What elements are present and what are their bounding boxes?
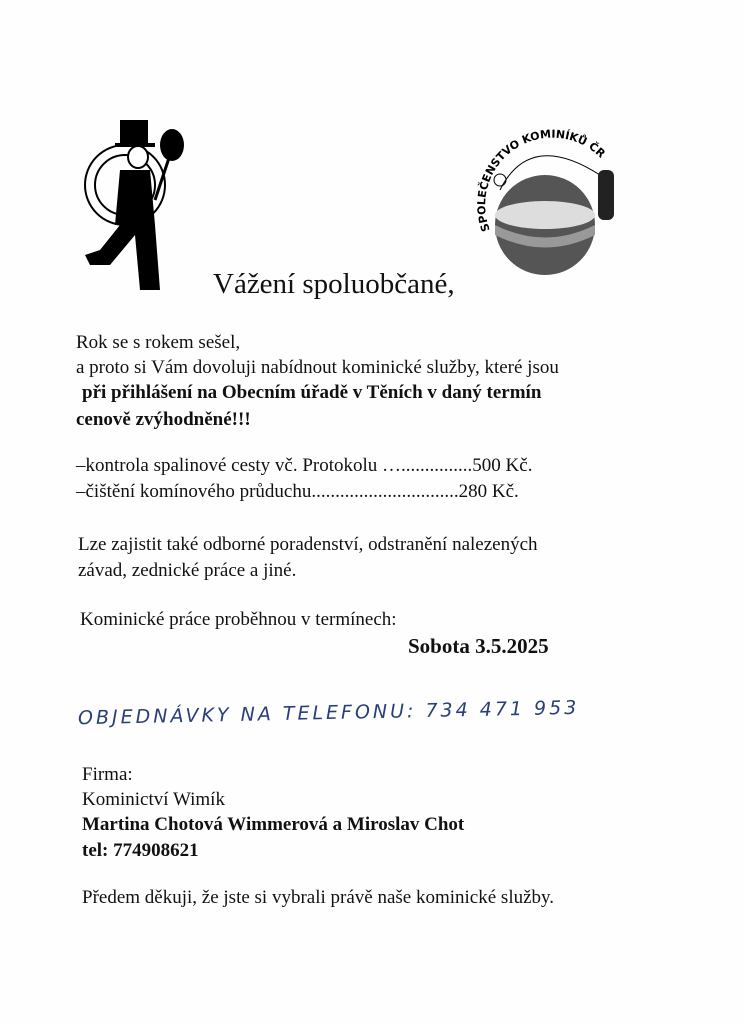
- chimney-sweeps-society-logo: [470, 110, 630, 280]
- extra-line: závad, zednické práce a jiné.: [78, 560, 297, 581]
- intro-line: a proto si Vám dovoluji nabídnout kominické služby, které jsou: [76, 357, 559, 378]
- offer-line: při přihlášení na Obecním úřadě v Těních v daný termín: [82, 382, 542, 403]
- firm-label: Firma:: [82, 764, 133, 785]
- intro-line: Rok se s rokem sešel,: [76, 332, 241, 353]
- svg-text:SPOLEČENSTVO KOMINÍKŮ ČR: SPOLEČENSTVO KOMINÍKŮ ČR: [475, 127, 608, 234]
- handwritten-note: OBJEDNÁVKY NA TELEFONU: 734 471 953: [77, 696, 580, 730]
- closing: Předem děkuji, že jste si vybrali právě naše kominické služby.: [82, 887, 555, 908]
- firm-phone: tel: 774908621: [82, 840, 199, 861]
- greeting: Vážení spoluobčané,: [213, 268, 455, 300]
- firm-people: Martina Chotová Wimmerová a Miroslav Chot: [82, 814, 465, 835]
- chimney-sweep-image: [80, 115, 190, 295]
- firm-name: Kominictví Wimík: [82, 789, 225, 810]
- dates-label: Kominické práce proběhnou v termínech:: [80, 609, 397, 630]
- price-item: –čištění komínového průduchu...............................280 Kč.: [76, 481, 519, 502]
- offer-line: cenově zvýhodněné!!!: [76, 409, 251, 430]
- service-date: Sobota 3.5.2025: [408, 634, 549, 658]
- price-item: –kontrola spalinové cesty vč. Protokolu …...............500 Kč.: [76, 455, 533, 476]
- extra-line: Lze zajistit také odborné poradenství, odstranění nalezených: [78, 534, 538, 555]
